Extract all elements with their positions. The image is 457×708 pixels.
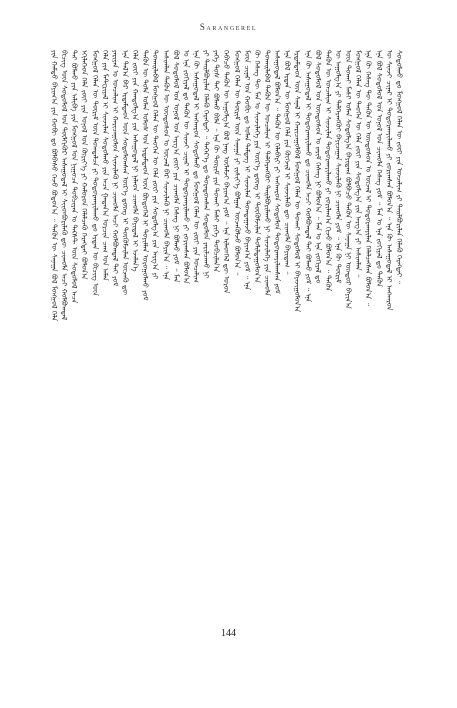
running-header-author: Sarangerel xyxy=(199,22,258,32)
text-line-content: ᠬᠡᠯᠡ ᠵᠦᠢ ᠶᠢᠨ ᠬᠠᠨᠳᠤᠯᠭ᠎ᠠ ᠶᠢᠨ ᠠᠰᠠᠭᠤᠳᠠᠯ ᠨᠢ ᠨᠡᠯᠡᠳ ᠴᠢᠬᠤᠯᠠ ᠪᠠᠶᠢᠳᠠᠯ ᠢ ᠡᠵᠡᠯᠡᠨ᠎ᠡ xyxy=(131,50,141,272)
text-line xyxy=(354,50,363,612)
text-line xyxy=(172,50,181,612)
text-line xyxy=(222,50,231,612)
text-line xyxy=(60,50,69,612)
page-number: 144 xyxy=(221,628,236,639)
text-line-content: ᠮᠥᠨ ᠴᠢᠨᠠᠷ ᠤᠨ ᠬᠤᠪᠢ ᠳᠤ ᠣᠯᠠᠨ ᠲᠡᠮᠳᠡᠭ ᠢ ᠰᠢᠨᠵᠢᠯᠡᠨ ᠲᠣᠭᠲᠠᠭᠠᠵᠤ ᠪᠠᠶᠢᠭ᠎ᠠ ᠶᠤᠮ ᠃ ᠡᠨᠡ xyxy=(242,50,252,291)
text-line xyxy=(273,50,282,612)
text-line xyxy=(283,50,292,612)
text-line-content: ᠡᠷᠳᠡᠮᠲᠡᠳ ᠦᠨ ᠰᠠᠨᠠᠯ ᠢ ᠬᠠᠷᠢᠴᠠᠭᠤᠯᠪᠠᠯ ᠮᠣᠩᠭᠣᠯ ᠬᠡᠯᠡᠨ ᠦ ᠲᠤᠬᠠᠢ ᠰᠤᠳᠤᠯᠤᠯ ᠢ ᠪᠠᠶᠠᠵᠢᠭᠤᠯᠤᠨ᠎ᠠ xyxy=(293,50,303,313)
text-line-content: ᠡᠨᠡ ᠬᠦ ᠬᠡᠰᠡᠭ ᠲᠦ ᠲᠡᠭᠦᠨ ᠦ ᠦᠨᠳᠦᠰᠦᠨ ᠤ ᠦᠵᠡᠯ ᠢ ᠲᠣᠳᠣᠷᠬᠠᠶᠢᠯᠠᠨ ᠬᠡᠯᠡᠯᠴᠡᠭᠰᠡᠨ ᠪᠣᠯᠤᠨ᠎ᠠ ᠃ xyxy=(364,50,374,307)
text-line xyxy=(263,50,272,612)
text-line-content: ᠶᠢᠨ ᠬᠠᠮᠲᠤ ᠪᠠᠶᠢᠭ᠎ᠠ ᠶᠢᠨ ᠬᠤᠪᠢ ᠳᠤ ᠪᠣᠯᠪᠠᠰᠤ ᠭᠡᠵᠦ ᠪᠣᠳᠣᠨ᠎ᠠ ᠃ ᠲᠡᠭᠦᠨ ᠦ ᠰᠠᠨᠠᠭᠠ ᠪᠣᠯ ᠮᠣᠩᠭᠣᠯ ᠬᠡᠯᠡ xyxy=(50,50,59,322)
text-line-content: ᠦ ᠰᠢᠨᠵᠢ ᠴᠢᠨᠠᠷ ᠢ ᠲᠣᠳᠣᠷᠬᠠᠶᠢᠯᠠᠬᠤ ᠶᠢ ᠵᠣᠷᠢᠭᠰᠠᠨ ᠪᠣᠯᠤᠨ᠎ᠠ ᠃ ᠡᠨᠡ ᠬᠦ ᠠᠰᠠᠭᠤᠳᠠᠯ ᠢ ᠠᠩᠬᠠᠷᠤᠨ xyxy=(384,50,394,311)
text-line-content: ᠲᠤᠬᠠᠢᠯᠠᠪᠠᠯ ᠮᠣᠩᠭᠣᠯ ᠬᠡᠯᠡᠨ ᠦ ᠲᠡᠦᠬᠡᠨ ᠦ ᠬᠡᠯᠡ ᠵᠦᠢ ᠶᠢᠨ ᠰᠤᠳᠤᠯᠭ᠎ᠠ ᠶᠢᠨ ᠠᠷᠭ᠎ᠠ ᠶᠢ xyxy=(151,50,161,280)
text-line-content: ᠲᠠᠢ ᠪᠣᠯᠬᠤ ᠶᠢᠨ ᠠᠯᠢᠪᠠ ᠶᠢᠨ ᠮᠣᠩᠭᠣᠯ ᠤᠨ ᠨᠢᠭᠤᠴᠠ ᠲᠣᠪᠴᠢᠶᠠᠨ ᠤ ᠲᠡᠺᠰᠲ ᠦᠨ ᠰᠤᠳᠤᠯᠤᠯ ᠠᠴᠠ xyxy=(70,50,80,304)
text-line-content: ᠶᠡᠬᠡ ᠲᠤᠰ ᠲᠠᠢ ᠪᠣᠯᠬᠤ ᠪᠢᠯᠡ ᠃ ᠡᠨᠡ ᠬᠦ ᠳᠦᠷᠢᠮ ᠶᠢᠨ ᠲᠤᠬᠠᠢ ᠮᠠᠰᠢ ᠶᠢᠬᠡ ᠲᠣᠪᠴᠢᠯᠠᠨ᠎ᠠ xyxy=(212,50,222,273)
text-line xyxy=(253,50,262,612)
text-line-content: ᠮᠣᠩᠭᠣᠯ ᠬᠡᠯᠡᠨ ᠦ ᠳᠦᠷᠢᠮ ᠦᠨ ᠰᠠᠨᠠᠭᠠ ᠶᠢ ᠵᠢᠱᠢᠶ᠎ᠡ ᠪᠣᠯᠭᠠᠨ ᠦᠵᠡᠬᠦᠯᠵᠦ ᠪᠣᠯᠤᠨ᠎ᠠ ᠃ xyxy=(232,50,242,276)
text-line-content: ᠦᠨ ᠲᠤᠬᠠᠢ ᠮᠠᠰᠢ ᠣᠯᠠᠨ ᠰᠤᠳᠤᠯᠭ᠎ᠠ ᠪᠠᠶᠢᠳᠠᠭ ᠪᠣᠯᠪᠠᠴᠤ ᠲᠡᠭᠦᠨ ᠦ ᠰᠠᠨᠠᠭᠠ ᠨᠢ ᠥᠨᠳᠥᠷ ᠪᠠᠶᠢᠨ᠎ᠠ xyxy=(344,50,354,309)
mongolian-text-body xyxy=(50,50,404,612)
text-line-content: ᠬᠦ ᠬᠡᠰᠡᠭ ᠲᠦ ᠮᠠᠨ ᠤ ᠰᠢᠨᠵᠢᠯᠡᠭᠡ ᠶᠢᠨ ᠦᠷ᠎ᠡ ᠳ᠋ᠦᠩ ᠢ ᠳᠦᠭᠦᠮᠵᠢᠯᠡᠨ ᠲᠣᠯᠢᠯᠳᠠᠭᠤᠯᠤᠨ᠎ᠠ xyxy=(252,50,262,284)
text-line xyxy=(212,50,221,612)
text-line xyxy=(151,50,160,612)
text-line-content: ᠲᠡᠭᠦᠨ ᠦ ᠣᠨᠴᠠᠯᠢᠭ ᠢ ᠰᠢᠨᠵᠢᠯᠡᠨ ᠲᠣᠳᠣᠷᠬᠠᠶᠢᠯᠠᠬᠤ ᠶᠢ ᠵᠣᠷᠢᠯᠠᠭ᠎ᠠ ᠬᠢᠵᠦ ᠪᠣᠯᠤᠨ᠎ᠠ ᠃ ᠲᠡᠭᠦᠨ xyxy=(323,50,333,292)
text-line xyxy=(162,50,171,612)
text-line-content: ᠡᠨᠡ ᠪᠣᠯ ᠡᠷᠲᠡᠨ ᠦ ᠮᠣᠩᠭᠣᠯ ᠬᠡᠯᠡ ᠶᠢᠨ ᠬᠦᠭᠵᠢᠯ ᠢ ᠰᠢᠨᠵᠢᠯᠡᠬᠦ ᠳᠦ ᠴᠢᠬᠤᠯᠠ ᠪᠠᠶᠢᠳᠠᠭ ᠃ xyxy=(283,50,293,275)
text-line-content: ᠰᠤᠳᠤᠯᠬᠤ ᠳᠤ ᠮᠣᠩᠭᠣᠯ ᠬᠡᠯᠡᠨ ᠦ ᠵᠦᠢ ᠶᠢᠨ ᠣᠨᠴᠠᠯᠢᠭ ᠶᠢ ᠲᠠᠢᠯᠪᠤᠷᠢᠯᠠᠨ ᠬᠡᠯᠡᠬᠦ ᠬᠡᠷᠡᠭᠲᠡᠢ ᠃ xyxy=(394,50,404,285)
text-line xyxy=(131,50,140,612)
text-line-content: ᠶᠢ ᠲᠠᠢᠯᠪᠤᠷᠢᠯᠠᠨ ᠬᠡᠯᠡᠬᠦ ᠬᠡᠷᠡᠭᠲᠡᠢ ᠃ ᠳᠡᠭᠡᠷ᠎ᠡ ᠳᠤ ᠳᠤᠷᠠᠳᠤᠭᠰᠠᠨ ᠰᠤᠳᠤᠯᠤᠨ ᠶᠠᠷᠢᠯᠴᠠᠬᠤ ᠨᠢ xyxy=(202,50,212,279)
text-line-content: ᠪᠣᠯ ᠰᠤᠳᠤᠯᠤᠯ ᠤᠨ ᠦᠨᠳᠦᠰᠦᠨ ᠤ ᠵᠠᠷᠢᠮ ᠬᠡᠰᠡᠭ ᠨᠢ ᠪᠣᠯᠤᠨ᠎ᠠ ᠃ ᠮᠠᠨ ᠤ ᠡᠨᠡ ᠵᠣᠬᠢᠶᠠᠯ ᠳᠤ xyxy=(313,50,323,284)
text-line-content: ᠪᠣᠯ ᠰᠤᠳᠤᠯᠤᠯ ᠤᠨ ᠣᠨᠣᠯ ᠤᠨ ᠠᠷᠭ᠎ᠠ ᠵᠦᠢ ᠶᠢᠨ ᠴᠢᠬᠤᠯᠠ ᠬᠡᠰᠡᠭ ᠨᠢ ᠪᠣᠯᠬᠤ ᠶᠤᠮ ᠃ ᠮᠠᠨ xyxy=(171,50,181,283)
text-line xyxy=(364,50,373,612)
text-line-content: ᠠᠰᠠᠭᠤᠳᠠᠯ ᠪᠣᠯᠤᠨ᠎ᠠ ᠃ ᠲᠡᠭᠦᠨ ᠦ ᠬᠡᠯᠡᠪᠡᠷᠢ ᠶᠢ ᠠᠩᠬᠠᠷᠤᠨ ᠰᠤᠳᠤᠯᠤᠨ ᠲᠣᠳᠣᠷᠬᠠᠶᠢᠯᠠᠭᠰᠠᠨ ᠶᠤᠮ xyxy=(273,50,283,294)
text-line xyxy=(101,50,110,612)
text-line-content: ᠶᠠᠷᠢᠶᠠᠨ ᠤ ᠣᠨᠴᠠᠯᠢᠭ ᠢ ᠬᠠᠷᠢᠴᠠᠭᠤᠯᠤᠨ ᠰᠢᠨᠵᠢᠯᠡᠬᠦ ᠨᠢ ᠴᠢᠬᠤᠯᠠ ᠠᠴᠢ ᠬᠣᠯᠪᠣᠭᠳᠠᠯ ᠲᠠᠢ ᠶᠤᠮ xyxy=(110,50,120,287)
text-line-content: ᠭᠡᠪᠡᠴᠦ ᠲᠡᠭᠦᠨ ᠦ ᠠᠭᠤᠯᠭ᠎ᠠ ᠪᠣᠯ ᠨᠡᠩ ᠦᠯᠡᠮᠵᠢ ᠪᠠᠶᠢᠭ᠎ᠠ ᠶᠤᠮ ᠃ ᠡᠨᠡ ᠢᠯᠡᠳᠭᠡᠯ ᠳᠦ ᠣᠷᠤᠨ xyxy=(222,50,232,294)
text-line xyxy=(91,50,100,612)
text-line-content: ᠲᠡᠭᠦᠨ ᠦ ᠲᠤᠯᠠ ᠣᠯᠠᠨ ᠤᠯᠤᠰ ᠤᠨ ᠡᠷᠳᠡᠮᠲᠡᠳ ᠦᠨ ᠪᠦᠲᠦᠭᠡᠯ ᠢ ᠲᠣᠶᠢᠮᠯᠠᠨ ᠣᠷᠤᠭᠤᠯᠬᠤ ᠶᠤᠮ xyxy=(141,50,151,301)
text-line xyxy=(192,50,201,612)
text-line xyxy=(314,50,323,612)
text-line xyxy=(385,50,394,612)
text-line xyxy=(304,50,313,612)
text-line-content: ᠬᠡᠯᠡ ᠶᠢᠨ ᠮᠠᠲ᠋ᠧᠷᠢᠶᠠᠯ ᠢ ᠰᠢᠨᠵᠢᠯᠡᠨ ᠰᠤᠳᠤᠯᠬᠤ ᠶᠢᠨ ᠠᠴᠠ ᠭᠠᠳᠠᠨ᠎ᠠ ᠣᠷᠴᠢᠨ ᠴᠠᠭ ᠤᠨ ᠠᠮᠠᠨ xyxy=(100,50,110,281)
text-line-content: ᠠᠰᠢᠭᠯᠠᠨ ᠲᠡᠭᠦᠨ ᠦ ᠦᠨᠳᠦᠰᠦᠨ ᠤ ᠦᠵᠡᠯ ᠪᠠᠷ ᠰᠢᠨᠵᠢᠯᠡᠬᠦ ᠨᠢ ᠴᠢᠬᠤᠯᠠ ᠪᠠᠶᠢᠨ᠎ᠠ ᠃ ᠡᠨᠡ xyxy=(161,50,171,281)
text-line-content: ᠡᠨᠡ ᠬᠦ ᠠᠰᠠᠭᠤᠳᠠᠯ ᠢ ᠠᠩᠬᠠᠷᠤᠨ ᠰᠤᠳᠤᠯᠬᠤ ᠳᠤ ᠮᠣᠩᠭᠣᠯ ᠬᠡᠯᠡᠨ ᠦ ᠵᠦᠢ ᠶᠢᠨ ᠣᠨᠴᠠᠯᠢᠭ xyxy=(191,50,201,283)
text-line-content: ᠡᠨᠡ ᠬᠦ ᠠᠰᠠᠭᠤᠳᠠᠯ ᠢ ᠲᠣᠳᠣᠷᠬᠠᠶᠢᠯᠠᠬᠤ ᠳᠤ ᠴᠢᠬᠤᠯᠠ ᠠᠴᠢ ᠬᠣᠯᠪᠣᠭᠳᠠᠯ ᠲᠠᠢ ᠪᠣᠯᠬᠤ ᠶᠤᠮ ᠃ ᠡᠨᠡ xyxy=(303,50,313,303)
text-line xyxy=(80,50,89,612)
text-line xyxy=(70,50,79,612)
text-line-content: ᠡᠬᠢᠯᠡᠭᠡᠳ ᠬᠡᠯᠡ ᠵᠦᠢ ᠶᠢᠨ ᠣᠨᠣᠯ ᠤᠨ ᠬᠦᠷᠢᠶ᠎ᠡ ᠶᠢ ᠬᠠᠮᠤᠷᠤᠨ ᠬᠡᠯᠡᠯᠴᠡᠬᠦ ᠬᠡᠷᠡᠭᠲᠡᠢ ᠪᠣᠯᠤᠨ᠎ᠠ xyxy=(80,50,90,280)
text-line-content: ᠲᠤᠬᠠᠢᠯᠠᠪᠠᠯ ᠲᠡᠭᠦᠨ ᠦ ᠣᠨᠴᠠᠯᠢᠭ ᠢ ᠳᠡᠯᠭᠡᠷᠡᠩᠭᠦᠢ ᠲᠠᠢᠯᠪᠤᠷᠢᠯᠠᠬᠤ ᠨᠢ ᠰᠢᠨᠵᠢᠯᠡᠭᠡ ᠶᠢᠨ ᠴᠢᠬᠤᠯᠠ xyxy=(262,50,272,296)
text-line-content: ᠤ ᠡᠨᠡ ᠵᠣᠬᠢᠶᠠᠯ ᠳᠤ ᠲᠡᠭᠦᠨ ᠦ ᠰᠢᠨᠵᠢ ᠴᠢᠨᠠᠷ ᠢ ᠲᠣᠳᠣᠷᠬᠠᠶᠢᠯᠠᠬᠤ ᠶᠢ ᠵᠣᠷᠢᠭᠰᠠᠨ ᠪᠣᠯᠤᠨ᠎ᠠ xyxy=(181,50,191,284)
text-line xyxy=(324,50,333,612)
text-line-content: ᠡᠨᠡ ᠪᠣᠯ ᠰᠤᠳᠤᠯᠤᠯ ᠤᠨ ᠣᠨᠣᠯ ᠤᠨ ᠴᠢᠬᠤᠯᠠ ᠬᠡᠰᠡᠭ ᠶᠤᠮ ᠃ ᠮᠠᠨ ᠤ ᠡᠨᠡ ᠵᠣᠬᠢᠶᠠᠯ ᠳᠤ ᠲᠡᠭᠦᠨ xyxy=(374,50,384,287)
text-line xyxy=(121,50,130,612)
text-line xyxy=(111,50,120,612)
text-line xyxy=(233,50,242,612)
text-line xyxy=(141,50,150,612)
text-line xyxy=(344,50,353,612)
text-line xyxy=(293,50,302,612)
text-line-content: ᠮᠣᠩᠭᠣᠯ ᠬᠡᠯᠡᠨ ᠦ ᠲᠡᠦᠬᠡᠨ ᠦ ᠬᠡᠯᠡ ᠵᠦᠢ ᠶᠢᠨ ᠰᠤᠳᠤᠯᠭ᠎ᠠ ᠶᠢᠨ ᠠᠷᠭ᠎ᠠ ᠶᠢ ᠠᠰᠢᠭᠯᠠᠨ ᠃ xyxy=(354,50,364,278)
text-line xyxy=(395,50,404,612)
text-line xyxy=(50,50,59,612)
text-line-content: ᠮᠣᠩᠭᠣᠯ ᠬᠡᠯᠡᠨ ᠦ ᠳᠦᠷᠢᠮ ᠦᠨ ᠲᠣᠭᠲᠠᠯᠴᠠ ᠶᠢ ᠲᠣᠳᠣᠷᠬᠠᠶᠢᠯᠠᠬᠤ ᠳᠤ ᠡᠷᠲᠡᠨ ᠦ ᠪᠢᠴᠢᠭ ᠦᠨ xyxy=(90,50,100,296)
text-line xyxy=(202,50,211,612)
text-line-content: ᠦ ᠠᠭᠤᠯᠭ᠎ᠠ ᠶᠢ ᠳᠡᠯᠭᠡᠷᠡᠩᠭᠦᠢ ᠪᠠᠶᠢᠴᠠᠭᠠᠨ ᠰᠢᠨᠵᠢᠯᠡᠬᠦ ᠨᠢ ᠴᠢᠬᠤᠯᠠ ᠶᠤᠮ ᠃ ᠡᠨᠡ ᠬᠦ ᠳᠦᠷᠢᠮ xyxy=(333,50,343,284)
text-line-content: ᠡᠨᠡ ᠲᠠᠯ᠎ᠠ ᠪᠠᠷ ᠡᠷᠳᠡᠮᠲᠡᠳ ᠦᠨ ᠰᠤᠳᠤᠯᠤᠭᠰᠠᠨ ᠦᠷ᠎ᠡ ᠳ᠋ᠦᠩ ᠢ ᠳᠦᠭᠦᠮᠵᠢᠯᠡᠨ ᠦᠵᠡᠬᠦ ᠳᠦ xyxy=(120,50,130,296)
text-line xyxy=(334,50,343,612)
text-line xyxy=(243,50,252,612)
text-line xyxy=(182,50,191,612)
text-line-content: ᠪᠢᠴᠢᠭ ᠦᠨ ᠰᠤᠳᠤᠯᠤᠯ ᠤᠨ ᠲᠦᠯᠬᠢᠭᠦᠷ ᠠᠰᠠᠭᠤᠳᠠᠯ ᠢ ᠰᠢᠢᠳᠪᠦᠷᠢᠯᠡᠬᠦ ᠳᠦ ᠴᠢᠬᠤᠯᠠ ᠠᠴᠢ ᠬᠣᠯᠪᠣᠭᠳᠠᠯ xyxy=(60,50,70,321)
text-line xyxy=(375,50,384,612)
